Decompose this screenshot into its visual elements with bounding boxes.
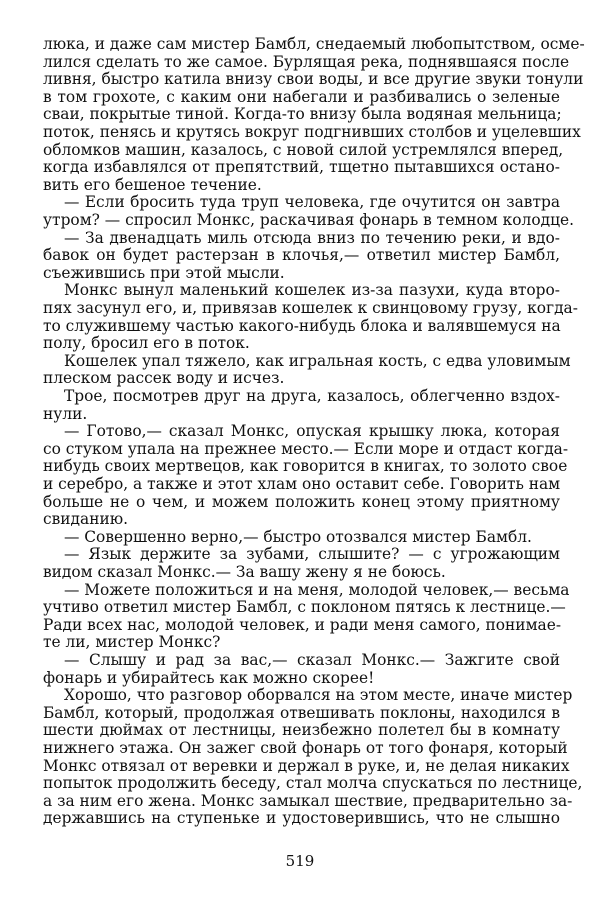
text-line: учтиво ответил мистер Бамбл, с поклоном пятясь к лестнице.—	[43, 598, 566, 617]
text-line: Хорошо, что разговор оборвался на этом месте, иначе мистер	[64, 686, 573, 705]
page-number: 519	[285, 852, 315, 870]
text-line: когда избавлялся от препятствий, тщетно пытавшихся остано-	[43, 158, 560, 177]
text-line: — Можете положиться и на меня, молодой человек,— весьма	[64, 580, 570, 599]
text-line: в том грохоте, с каким они набегали и разбивались о зеленые	[43, 87, 560, 106]
text-line: нули.	[43, 404, 88, 423]
text-line: фонарь и убирайтесь как можно скорее!	[43, 668, 375, 687]
text-line: видом сказал Монкс.— За вашу жену я не боюсь.	[43, 563, 446, 581]
text-line: больше не о чем, и можем положить конец этому приятному	[43, 492, 560, 511]
text-line: лился сделать то же самое. Бурлящая река, поднявшаяся после	[43, 52, 570, 71]
text-line: полу, бросил его в поток.	[43, 334, 250, 353]
text-line: со стуком упала на прежнее место.— Если море и отдаст когда-	[43, 439, 569, 458]
text-line: — Слышу и рад за вас,— сказал Монкс.— Зажгите свой	[64, 651, 560, 669]
text-line: Монкс вынул маленький кошелек из-за пазухи, куда второ-	[64, 281, 560, 300]
text-line: — За двенадцать миль отсюда вниз по течению реки, и вдо-	[64, 228, 560, 247]
text-line: — Язык держите за зубами, слышите? — с угрожающим	[64, 545, 560, 564]
text-line: державшись на ступеньке и удостоверившись, что не слышно	[43, 809, 560, 828]
text-line: обломков машин, казалось, с новой силой устремлялся вперед,	[43, 140, 564, 159]
text-line: Бамбл, который, продолжая отвешивать поклоны, находился в	[43, 703, 560, 722]
text-line: поток, пенясь и крутясь вокруг подгнивших столбов и уцелевших	[43, 123, 581, 141]
text-line: вить его бешеное течение.	[43, 175, 262, 194]
text-line: шести дюймах от лестницы, неизбежно полетел бы в комнату	[43, 721, 560, 740]
text-line: нибудь своих мертвецов, как говорится в книгах, то золото свое	[43, 457, 568, 476]
text-line: — Готово,— сказал Монкс, опуская крышку люка, которая	[64, 422, 560, 441]
text-line: бавок он будет растерзан в клочья,— ответил мистер Бамбл,	[43, 246, 560, 265]
text-line: люка, и даже сам мистер Бамбл, снедаемый любопытством, осме-	[43, 35, 585, 53]
text-line: ливня, быстро катила внизу свои воды, и все другие звуки тонули	[43, 70, 584, 89]
text-line: съежившись при этой мысли.	[43, 263, 285, 282]
text-line: нижнего этажа. Он зажег свой фонарь от того фонаря, который	[43, 739, 568, 757]
text-line: сваи, покрытые тиной. Когда-то внизу была водяная мельница;	[43, 105, 562, 124]
text-line: свиданию.	[43, 510, 129, 529]
text-line: плеском рассек воду и исчез.	[43, 369, 285, 388]
text-line: а за ним его жена. Монкс замыкал шествие, предварительно за-	[43, 791, 573, 810]
text-line: Кошелек упал тяжело, как игральная кость, с едва уловимым	[64, 351, 571, 370]
text-line: то служившему частью какого-нибудь блока и валявшемуся на	[43, 316, 561, 335]
text-line: — Если бросить туда труп человека, где очутится он завтра	[64, 193, 560, 212]
text-line: утром? — спросил Монкс, раскачивая фонарь в темном колодце.	[43, 211, 574, 229]
text-line: — Совершенно верно,— быстро отозвался мистер Бамбл.	[64, 527, 532, 546]
text-line: пях засунул его, и, привязав кошелек к свинцовому грузу, когда-	[43, 299, 578, 317]
text-line: Монкс отвязал от веревки и держал в руке, и, не делая никаких	[43, 756, 570, 775]
text-line: Трое, посмотрев друг на друга, казалось, облегченно вздох-	[64, 387, 560, 405]
text-line: Ради всех нас, молодой человек, и ради меня самого, понимае-	[43, 615, 562, 634]
text-line: те ли, мистер Монкс?	[43, 633, 221, 652]
text-line: и серебро, а также и этот хлам оно оставит себе. Говорить нам	[43, 475, 561, 493]
text-line: попыток продолжить беседу, стал молча спускаться по лестнице,	[43, 774, 583, 793]
